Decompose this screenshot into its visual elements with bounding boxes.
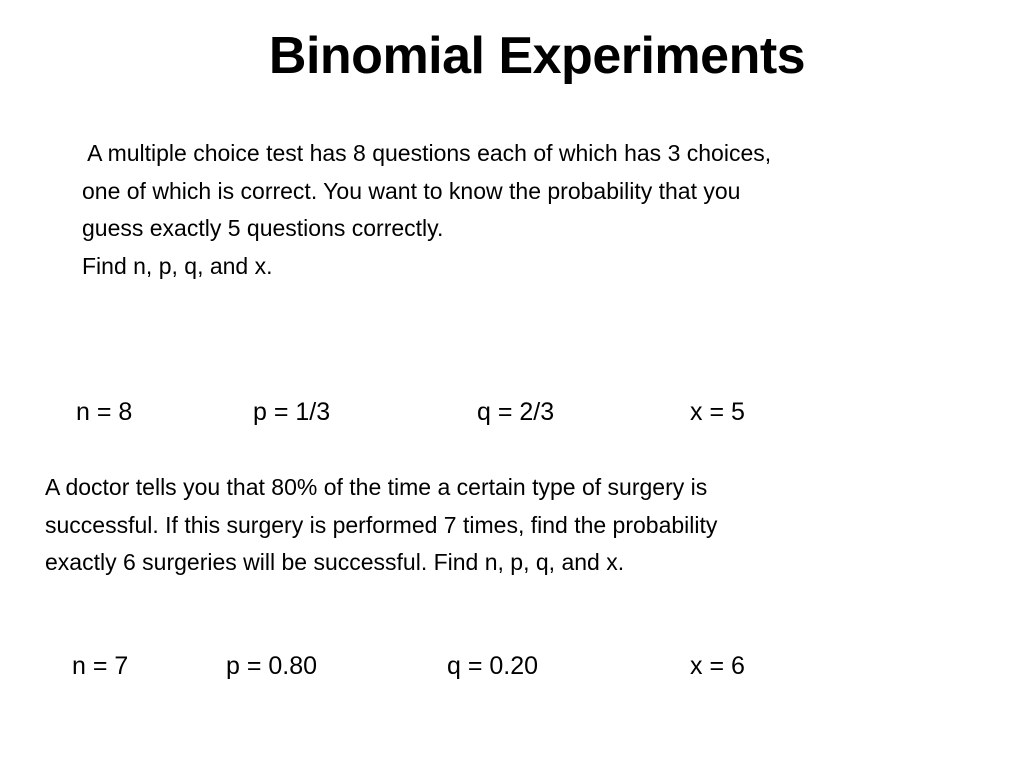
problem-2-answer-n: n = 7 — [72, 652, 129, 680]
problem-1-line: Find n, p, q, and x. — [82, 252, 273, 279]
problem-1-text — [82, 135, 771, 285]
problem-1-answer-x: x = 5 — [690, 398, 745, 426]
slide-title: Binomial Experiments — [268, 27, 806, 85]
problem-1-line: one of which is correct. You want to know the probability that you — [82, 177, 741, 204]
problem-1-answer-n: n = 8 — [76, 398, 133, 426]
problem-2-answer-p: p = 0.80 — [226, 652, 318, 680]
problem-2-answer-q: q = 0.20 — [447, 652, 539, 680]
problem-2-answer-x: x = 6 — [690, 652, 745, 680]
problem-1-answer-q: q = 2/3 — [477, 398, 555, 426]
problem-2-line: A doctor tells you that 80% of the time a certain type of surgery is — [45, 474, 708, 500]
problem-2-text — [45, 469, 717, 582]
problem-2-line: exactly 6 surgeries will be successful. Find n, p, q, and x. — [45, 549, 625, 575]
problem-2-line: successful. If this surgery is performed 7 times, find the probability — [45, 511, 718, 538]
problem-1-answer-p: p = 1/3 — [253, 398, 331, 426]
problem-1-line: guess exactly 5 questions correctly. — [82, 215, 444, 241]
problem-1-line: A multiple choice test has 8 questions each of which has 3 choices, — [82, 140, 772, 166]
